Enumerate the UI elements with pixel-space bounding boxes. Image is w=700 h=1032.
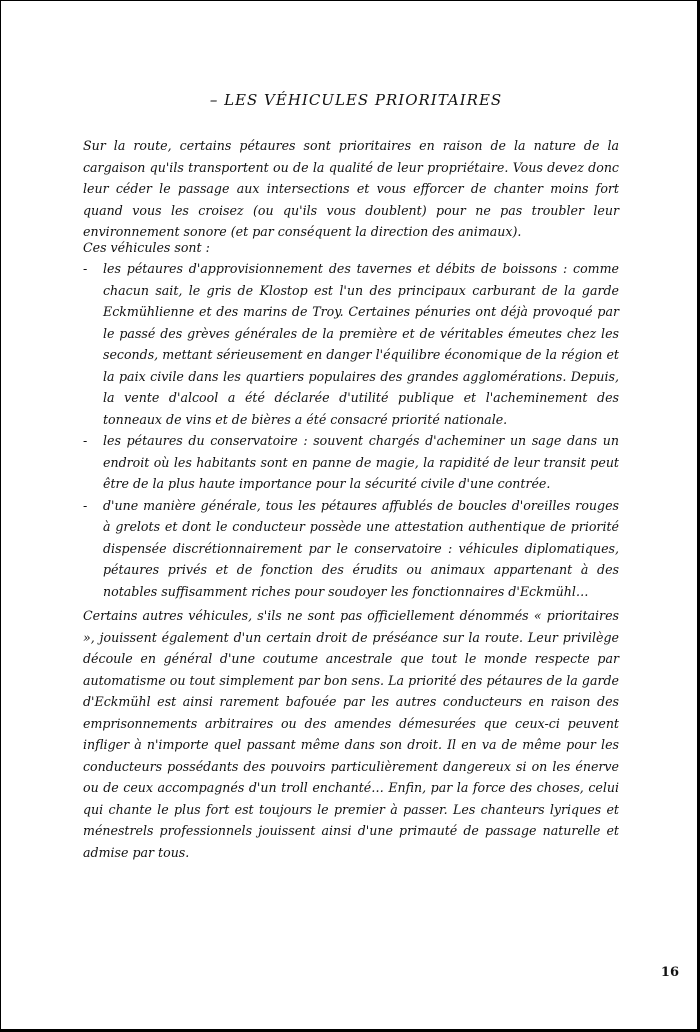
list-bullet: - [83, 261, 88, 276]
page-title [1, 91, 700, 109]
list-intro: Ces véhicules sont : [83, 240, 210, 255]
list-bullet: - [83, 433, 88, 448]
list-item-text: d'une manière générale, tous les pétaures affublés de boucles d'oreilles rouges à grelots et dont le conducteur possède une attestation authentique de priorité dispensée discrétionnairement par le conservatoire : véhicules diplomatiques, pétaures privés et de fonction des érudits ou animaux appartenant à des notables suffisamment riches pour soudoyer les fonctionnaires d'Eckmühl… [103, 497, 619, 599]
page-title-text: – LES VÉHICULES PRIORITAIRES [209, 91, 503, 109]
list-item [83, 430, 619, 495]
list-item-text: les pétaures du conservatoire : souvent chargés d'acheminer un sage dans un endroit où les habitants sont en panne de magie, la rapidité de leur transit peut être de la plus haute importance pour la sécurité civile d'une contrée. [103, 433, 619, 491]
paragraph-other-vehicles: Certains autres véhicules, s'ils ne sont pas officiellement dénommés « prioritaires », jouissent également d'un certain droit de préséance sur la route. Leur privilège découle en général d'une coutume ancestrale que tout le monde respecte par automatisme ou tout simplement par bon sens. La priorité des pétaures de la garde d'Eckmühl est ainsi rarement bafouée par les autres conducteurs en raison des emprisonnements arbitraires ou des amendes démesurées que ceux-ci peuvent infliger à n'importe quel passant même dans son droit. Il en va de même pour les conducteurs possédants des pouvoirs particulièrement dangereux si on les énerve ou de ceux accompagnés d'un troll enchanté… Enfin, par la force des choses, celui qui chante le plus fort est toujours le premier à passer. Les chanteurs lyriques et ménestrels professionnels jouissent ainsi d'une primauté de passage naturelle et admise par tous. [83, 608, 619, 860]
list-item [83, 495, 619, 603]
list-item [83, 258, 619, 430]
list-item-text: les pétaures d'approvisionnement des tavernes et débits de boissons : comme chacun sait, le gris de Klostop est l'un des principaux carburant de la garde Eckmühlienne et des marins de Troy. Certaines pénuries ont déjà provoqué par le passé des grèves générales de la première et de véritables émeutes chez les seconds, mettant sérieusement en danger l'équilibre économique de la région et la paix civile dans les quartiers populaires des grandes agglomérations. Depuis, la vente d'alcool a été déclarée d'utilité publique et l'acheminement des tonneaux de vins et de bières a été consacré priorité nationale. [103, 261, 619, 427]
list-bullet: - [83, 497, 88, 513]
page-number: 16 [660, 965, 679, 980]
paragraph-intro: Sur la route, certains pétaures sont prioritaires en raison de la nature de la cargaison qu'ils transportent ou de la qualité de leur propriétaire. Vous devez donc leur céder le passage aux intersections et vous efforcer de chanter moins fort quand vous les croisez (ou qu'ils vous doublent) pour ne pas troubler leur environnement sonore (et par conséquent la direction des animaux). [83, 138, 619, 239]
priority-vehicle-list [83, 258, 619, 602]
